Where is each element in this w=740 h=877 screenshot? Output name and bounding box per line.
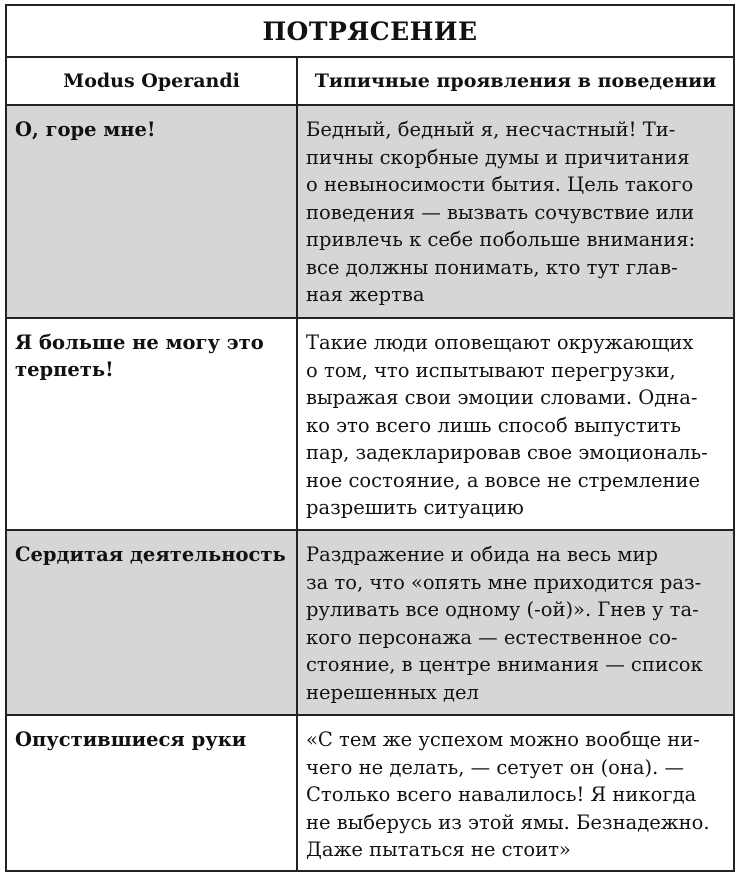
row-description-line: не выберусь из этой ямы. Безнадежно. <box>306 810 710 834</box>
row-description-line: Бедный, бедный я, несчастный! Ти- <box>306 118 676 141</box>
row-description-line: Раздражение и обида на весь мир <box>306 543 658 566</box>
behavior-table <box>5 4 735 872</box>
row-description-line: за то, что «опять мне приходится раз- <box>306 570 702 594</box>
row-name-cell <box>7 531 298 714</box>
row-name-cell <box>7 106 298 317</box>
row-description-line: нерешенных дел <box>306 680 479 704</box>
table-title: ПОТРЯСЕНИЕ <box>7 6 733 58</box>
row-description-cell <box>298 106 733 317</box>
table-row <box>7 319 733 531</box>
row-description-line: ко это всего лишь способ выпустить <box>306 413 682 437</box>
row-description-line: выражая свои эмоции словами. Одна- <box>306 386 698 409</box>
row-description-line: поведения — вызвать сочувствие или <box>306 200 695 224</box>
row-description-line: пичны скорбные думы и причитания <box>306 145 690 169</box>
row-description-line: пар, задекларировав свое эмоциональ- <box>306 441 708 464</box>
table-row <box>7 716 733 870</box>
row-description-line: Такие люди оповещают окружающих <box>306 331 694 354</box>
row-description-line: о том, что испытывают перегрузки, <box>306 358 676 382</box>
row-description-line: ное состояние, а вовсе не стремление <box>306 468 701 492</box>
header-typical-behavior: Типичные проявления в поведении <box>314 70 717 92</box>
row-description-line: чего не делать, — сетует он (она). — <box>306 755 685 779</box>
row-description-line: ная жертва <box>306 283 425 306</box>
row-name-line: Опустившиеся руки <box>15 728 247 751</box>
row-description-line: стояние, в центре внимания — список <box>306 653 703 676</box>
row-name-line: терпеть! <box>15 358 114 381</box>
row-description-line: «С тем же успехом можно вообще ни- <box>306 728 700 751</box>
row-name-cell <box>7 319 298 529</box>
row-name-line: Сердитая деятельность <box>15 543 286 566</box>
row-description-line: руливать все одному (-ой)». Гнев у та- <box>306 598 699 621</box>
row-name-line: Я больше не могу это <box>15 331 264 354</box>
row-description-line: Столько всего навалилось! Я никогда <box>306 783 697 806</box>
row-description-cell <box>298 531 733 714</box>
row-description-line: все должны понимать, кто тут глав- <box>306 255 678 279</box>
header-modus-operandi: Modus Operandi <box>7 58 298 104</box>
row-description-cell <box>298 319 733 529</box>
table-header-row <box>7 58 733 106</box>
row-description-line: кого персонажа — естественное со- <box>306 625 678 649</box>
row-description-line: разрешить ситуацию <box>306 496 524 519</box>
row-name-cell <box>7 716 298 870</box>
row-description-line: о невыносимости бытия. Цель такого <box>306 173 694 196</box>
row-description-cell <box>298 716 733 870</box>
table-row <box>7 531 733 716</box>
table-row <box>7 106 733 319</box>
row-name-line: О, горе мне! <box>15 118 156 141</box>
row-description-line: Даже пытаться не стоит» <box>306 838 571 861</box>
row-description-line: привлечь к себе побольше внимания: <box>306 228 696 251</box>
